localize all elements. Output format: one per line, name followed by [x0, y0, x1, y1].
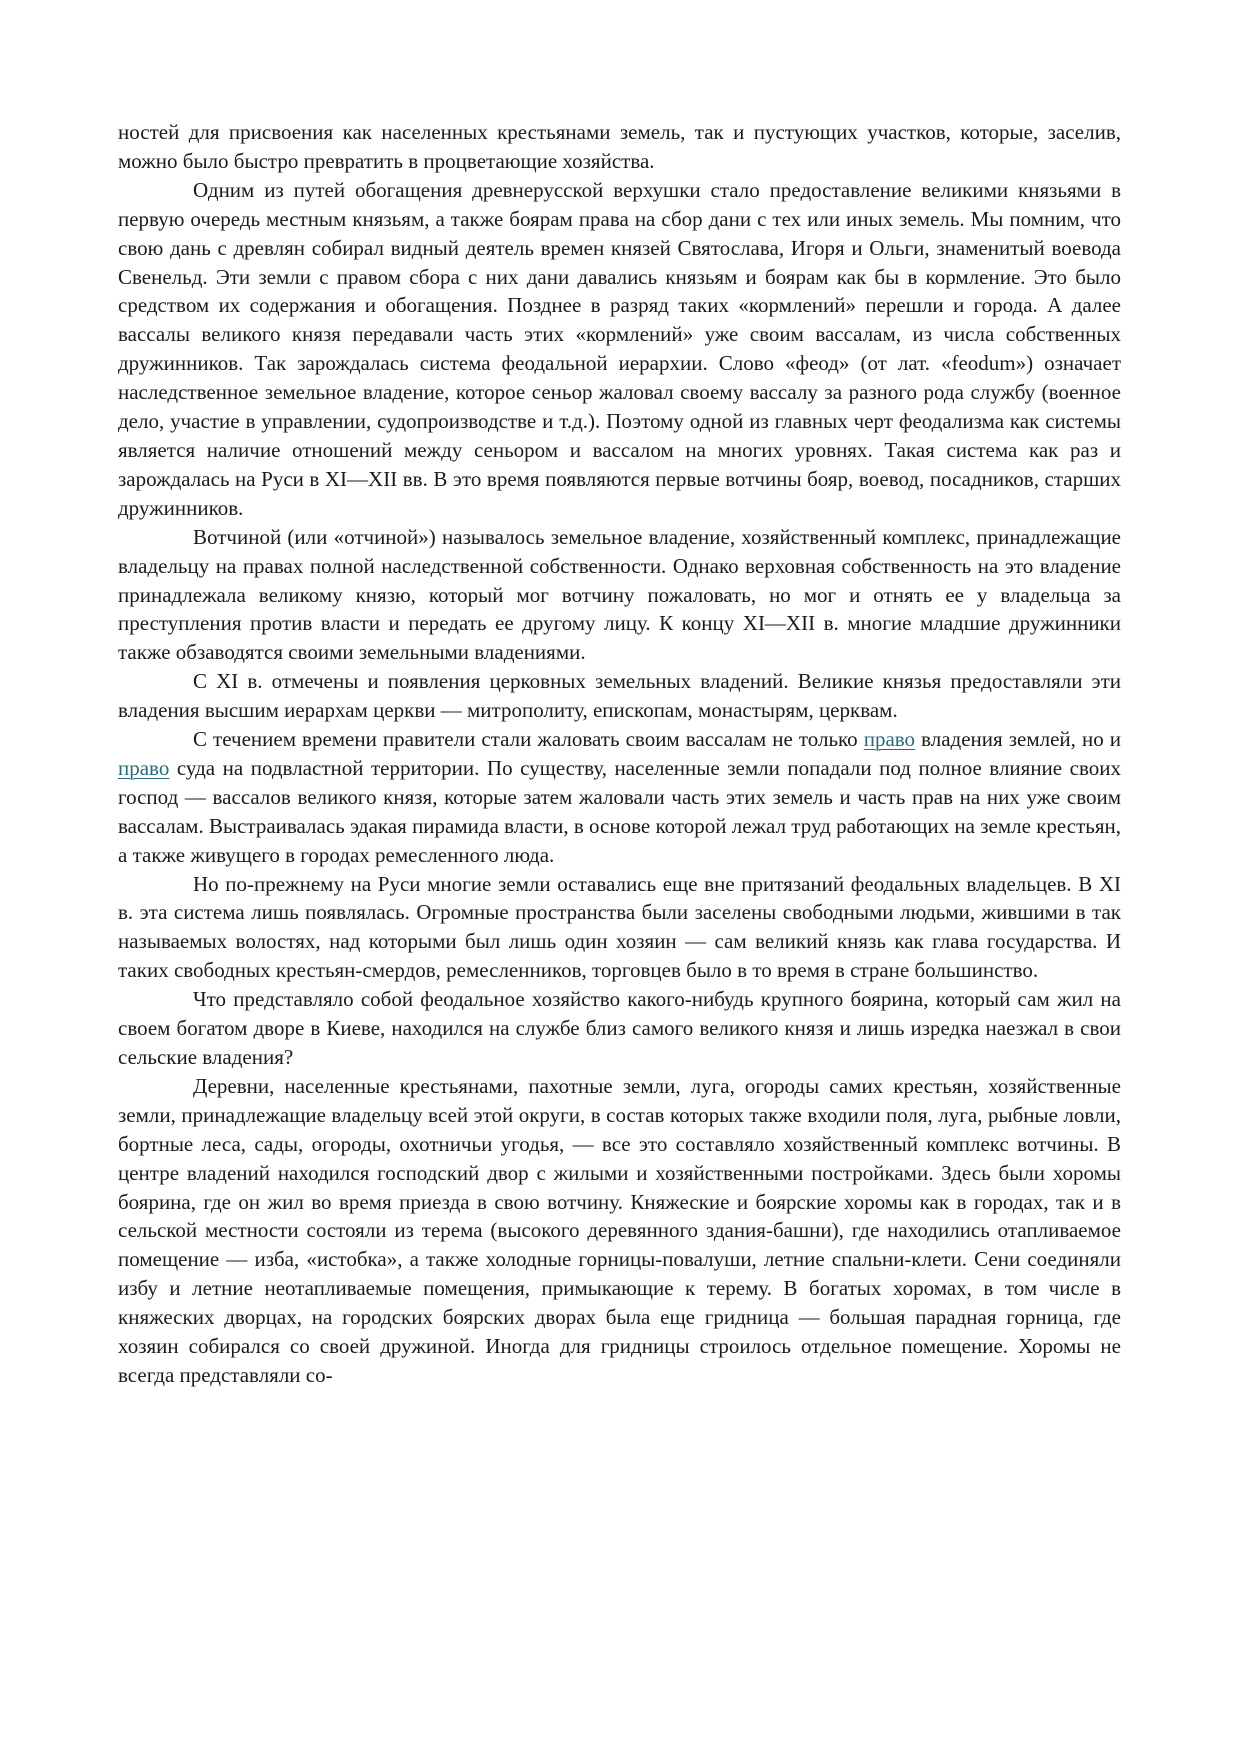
paragraph-text: Что представляло собой феодальное хозяйство какого-нибудь крупного боярина, который сам жил на своем богатом дворе в Киеве, находился на службе близ самого великого князя и лишь изредка наезжал в свои сельские владения? — [118, 987, 1121, 1069]
paragraph — [118, 870, 1121, 986]
paragraph-text: владения землей, но и — [915, 727, 1121, 752]
paragraph-text: Одним из путей обогащения древнерусской верхушки стало предоставление великими князьями в первую очередь местным князьям, а также боярам права на сбор дани с тех или иных земель. Мы помним, что свою дань с древлян собирал видный деятель времен князей Святослава, Игоря и Ольги, знаменитый воевода Свенельд. Эти земли с правом сбора с них дани давались князьям и боярам как бы в кормление. Это было средством их содержания и обогащения. Позднее в разряд таких «кормлений» перешли и города. А далее вассалы великого князя передавали часть этих «кормлений» уже своим вассалам, из числа собственных дружинников. Так зарождалась система феодальной иерархии. Слово «феод» (от лат. «feodum») означает наследственное земельное владение, которое сеньор жаловал своему вассалу за разного рода службу (военное дело, участие в управлении, судопроизводстве и т.д.). Поэтому одной из главных черт феодализма как системы является наличие отношений между сеньором и вассалом на многих уровнях. Такая система как раз и зарождалась на Руси в XI—XII вв. В это время появляются первые вотчины бояр, воевод, посадников, старших дружинников. — [118, 177, 1121, 520]
paragraph — [118, 725, 1121, 870]
document-page — [118, 118, 1121, 1390]
paragraph — [118, 523, 1121, 668]
paragraph-text: ностей для присвоения как населенных крестьянами земель, так и пустующих участков, которые, заселив, можно было быстро превратить в процветающие хозяйства. — [118, 120, 1121, 173]
paragraph-text: С XI в. отмечены и появления церковных земельных владений. Великие князья предоставляли эти владения высшим иерархам церкви — митрополиту, епископам, монастырям, церквам. — [118, 669, 1121, 723]
paragraph-text: суда на подвластной территории. По существу, населенные земли попадали под полное влияние своих господ — вассалов великого князя, которые затем жаловали часть этих земель и часть прав на них уже своим вассалам. Выстраивалась эдакая пирамида власти, в основе которой лежал труд работающих на земле крестьян, а также живущего в городах ремесленного люда. — [118, 755, 1121, 867]
paragraph — [118, 118, 1121, 176]
paragraph-text: Но по-прежнему на Руси многие земли оставались еще вне притязаний феодальных владельцев. В XI в. эта система лишь появлялась. Огромные пространства были заселены свободными людьми, жившими в так называемых волостях, над которыми был лишь один хозяин — сам великий князь как глава государства. И таких свободных крестьян-смердов, ремесленников, торговцев было в то время в стране большинство. — [118, 871, 1121, 983]
paragraph — [118, 985, 1121, 1072]
paragraph — [118, 667, 1121, 725]
hyperlink-pravo[interactable]: право — [863, 727, 916, 752]
paragraph-text: Вотчиной (или «отчиной») называлось земельное владение, хозяйственный комплекс, принадлежащие владельцу на правах полной наследственной собственности. Однако верховная собственность на это владение принадлежала великому князю, который мог вотчину пожаловать, но мог и отнять ее у владельца за преступления против власти и передать ее другому лицу. К концу XI—XII в. многие младшие дружинники также обзаводятся своими земельными владениями. — [118, 524, 1121, 665]
paragraph-text: С течением времени правители стали жаловать своим вассалам не только — [193, 727, 864, 752]
paragraph-text: Деревни, населенные крестьянами, пахотные земли, луга, огороды самих крестьян, хозяйственные земли, принадлежащие владельцу всей этой округи, в состав которых также входили поля, луга, рыбные ловли, бортные леса, сады, огороды, охотничьи угодья, — все это составляло хозяйственный комплекс вотчины. В центре владений находился господский двор с жилыми и хозяйственными постройками. Здесь были хоромы боярина, где он жил во время приезда в свою вотчину. Княжеские и боярские хоромы как в городах, так и в сельской местности состояли из терема (высокого деревянного здания-башни), где находились отапливаемое помещение — изба, «истобка», а также холодные горницы-повалуши, летние спальни-клети. Сени соединяли избу и летние неотапливаемые помещения, примыкающие к терему. В богатых хоромах, в том числе в княжеских дворцах, на городских боярских дворах была еще гридница — большая парадная горница, где хозяин собирался со своей дружиной. Иногда для гридницы строилось отдельное помещение. Хоромы не всегда представляли со- — [118, 1073, 1121, 1387]
paragraph — [118, 1072, 1121, 1390]
hyperlink-pravo[interactable]: право — [118, 755, 170, 780]
paragraph — [118, 176, 1121, 523]
